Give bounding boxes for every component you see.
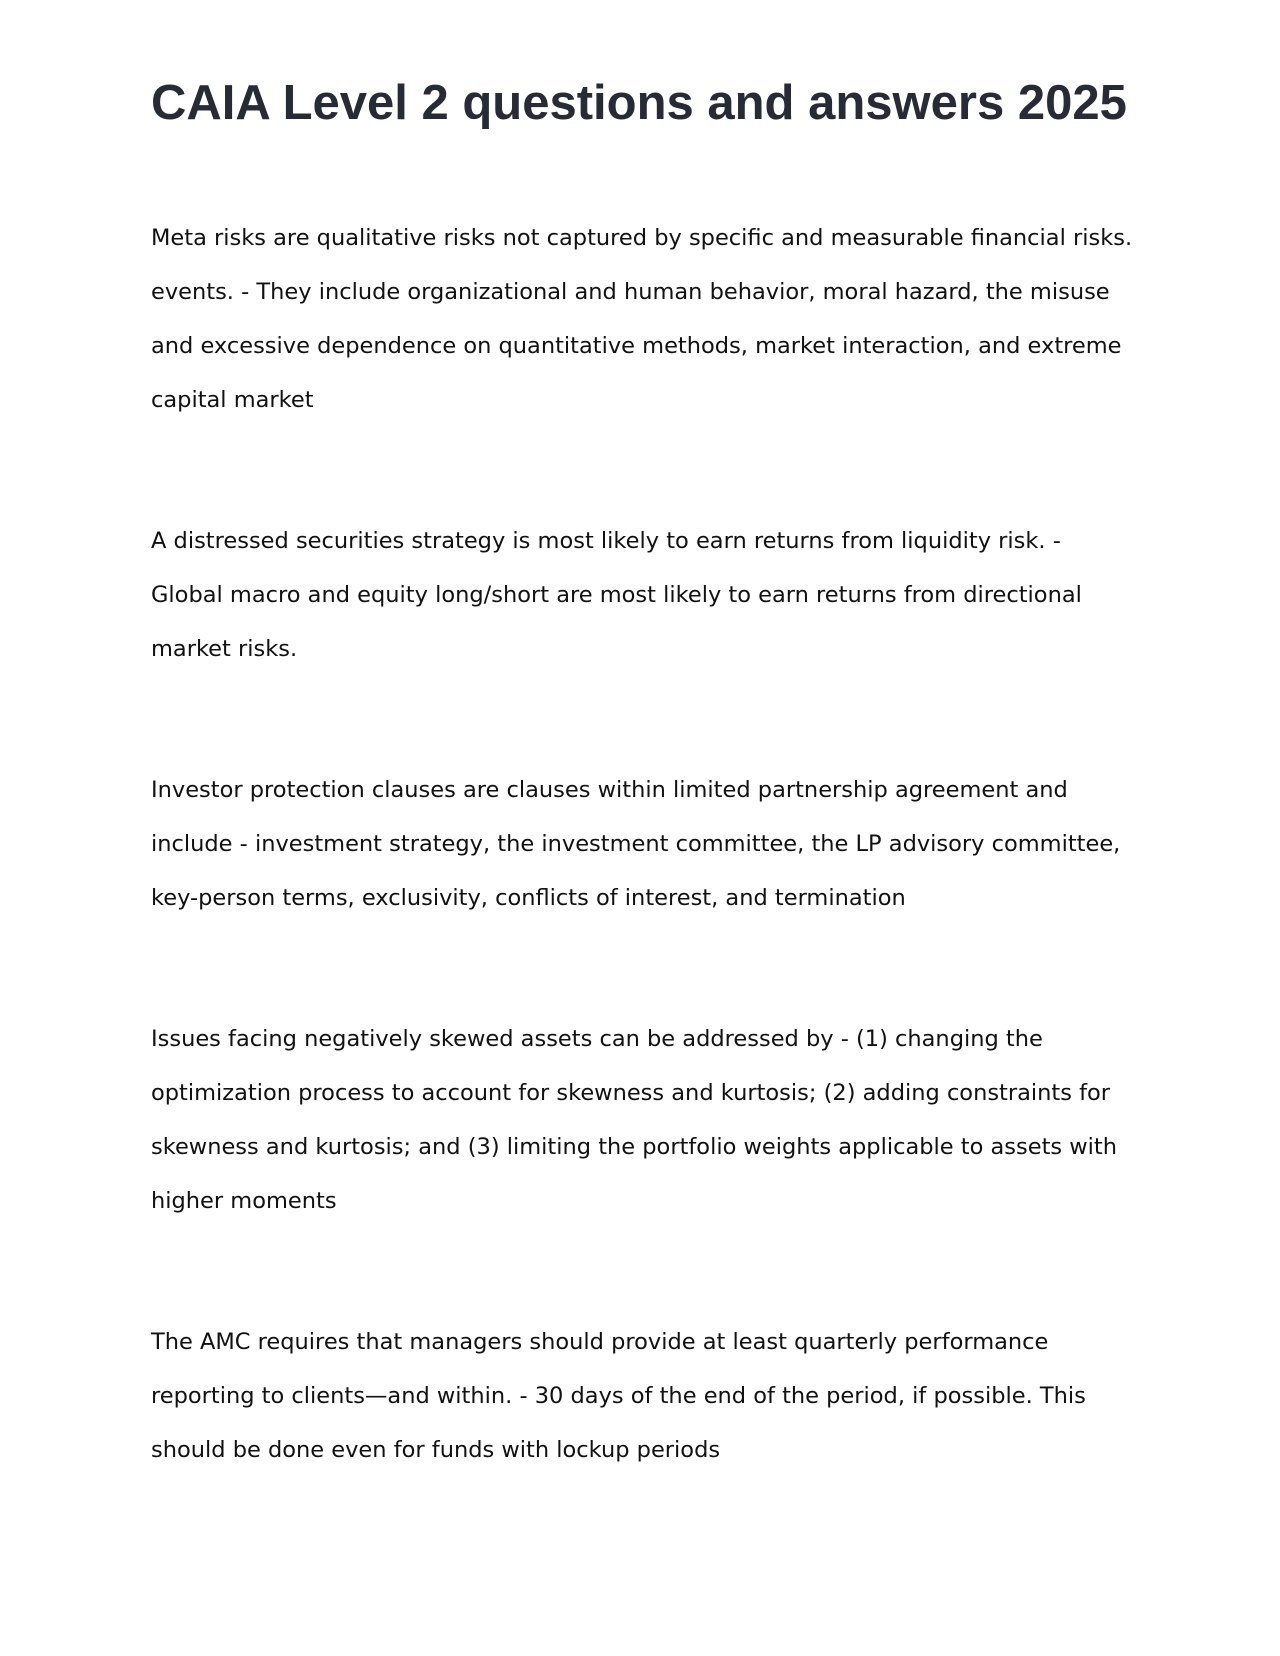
qa-paragraph-amc-reporting: The AMC requires that managers should provide at least quarterly performance reporting to clients—and within. - 30 days of the end of the period, if possible. This should be done even for funds with lockup periods [151,1329,1086,1463]
qa-paragraph-distressed-securities: A distressed securities strategy is most likely to earn returns from liquidity risk. - Global macro and equity long/short are most likely to earn returns from directional market risks. [151,528,1082,662]
document-title: CAIA Level 2 questions and answers 2025 [151,76,1127,130]
qa-paragraph-negative-skew: Issues facing negatively skewed assets can be addressed by - (1) changing the optimization process to account for skewness and kurtosis; (2) adding constraints for skewness and kurtosis; and (3) limiting the portfolio weights applicable to assets with higher moments [151,1026,1118,1214]
qa-paragraph-investor-protection: Investor protection clauses are clauses within limited partnership agreement and include - investment strategy, the investment committee, the LP advisory committee, key-person terms, exclusivity, conflicts of interest, and termination [151,777,1121,911]
qa-paragraph-meta-risks: Meta risks are qualitative risks not captured by specific and measurable financial risks. events. - They include organizational and human behavior, moral hazard, the misuse and excessive dependence on quantitative methods, market interaction, and extreme capital market [151,225,1133,413]
